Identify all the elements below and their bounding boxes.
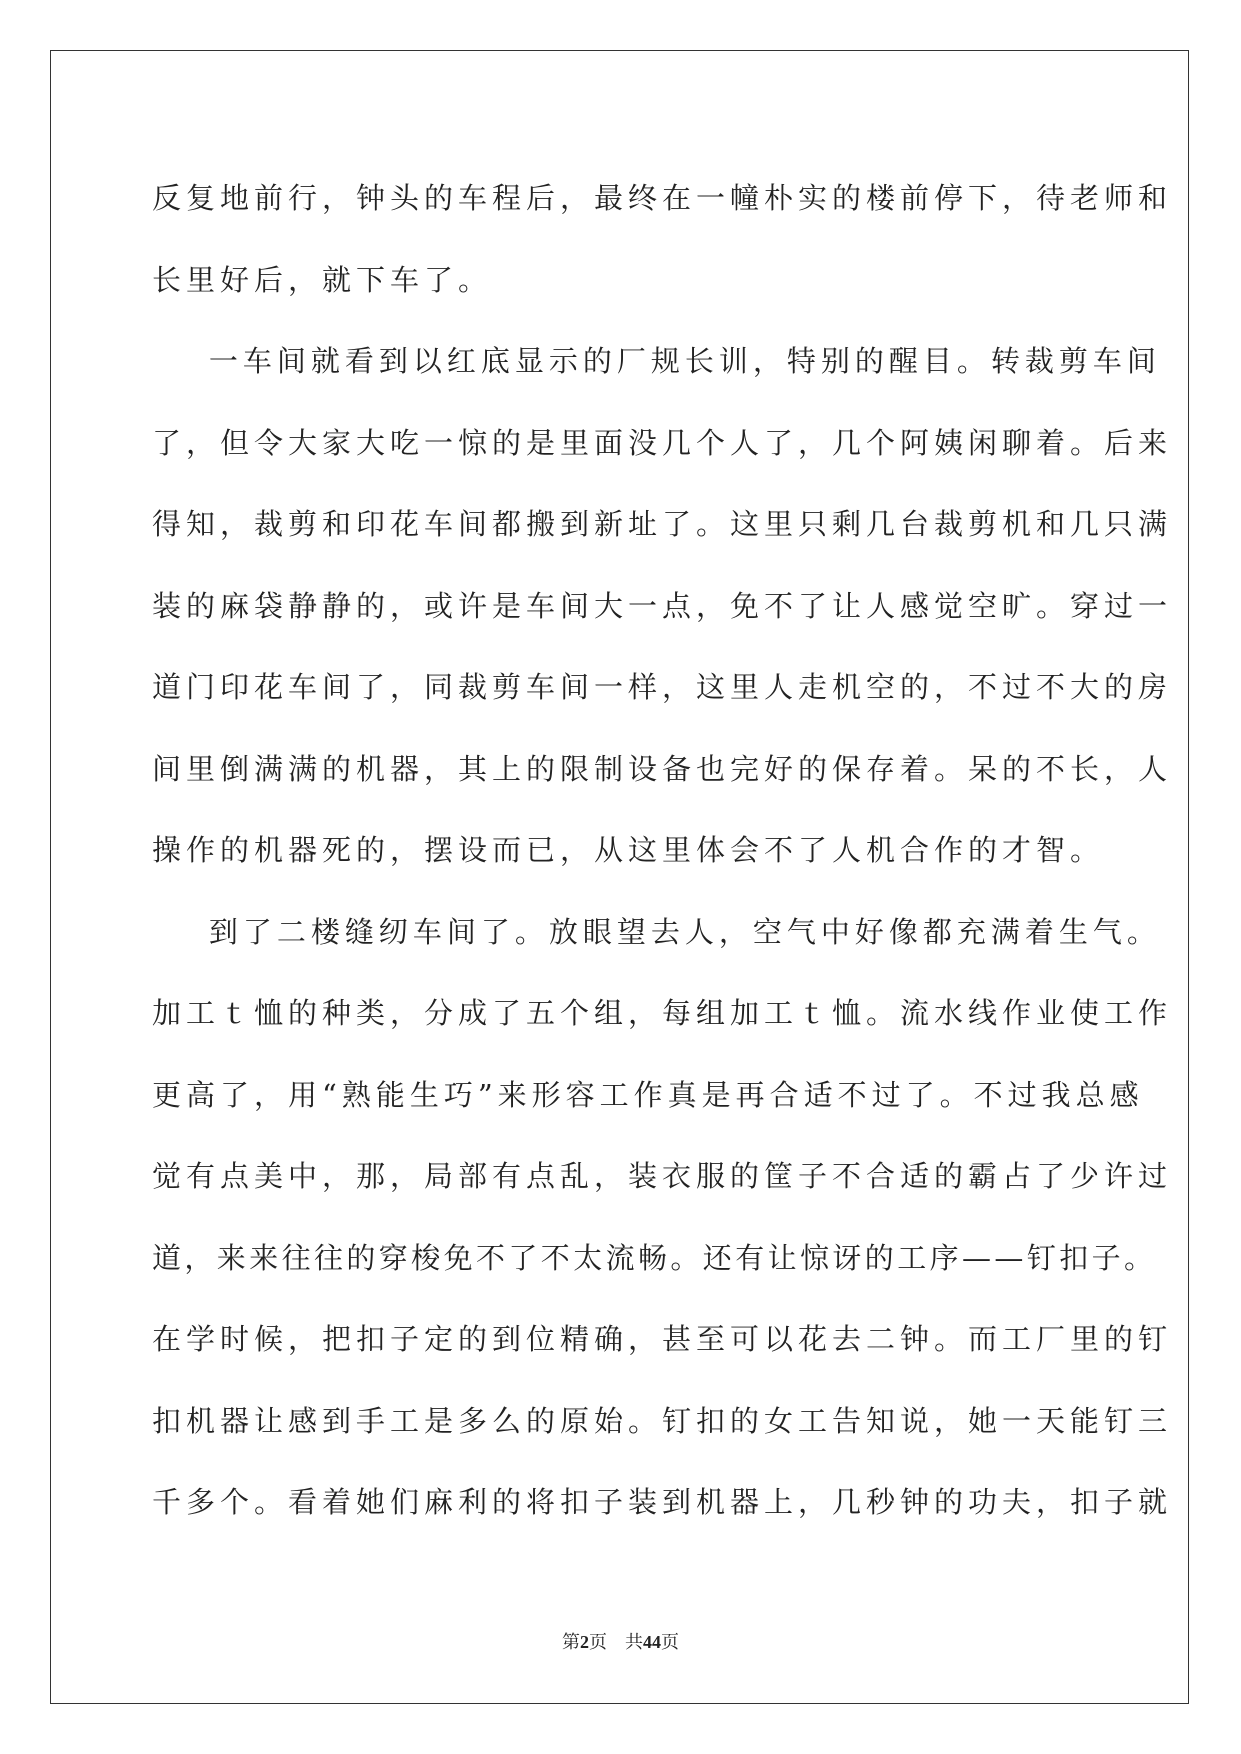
text-line: 道，来来往往的穿梭免不了不太流畅。还有让惊讶的工序——钉扣子。 [152, 1240, 1157, 1275]
text-line: 得知，裁剪和印花车间都搬到新址了。这里只剩几台裁剪机和几只满 [152, 507, 1173, 541]
text-line: 在学时候，把扣子定的到位精确，甚至可以花去二钟。而工厂里的钉 [152, 1322, 1173, 1356]
total-prefix: 共 [625, 1632, 643, 1652]
text-line: 到了二楼缝纫车间了。放眼望去人，空气中好像都充满着生气。 [152, 914, 1161, 949]
text-line: 了，但令大家大吃一惊的是里面没几个人了，几个阿姨闲聊着。后来 [152, 425, 1173, 460]
total-pages: 44 [643, 1632, 661, 1652]
text-line: 加工ｔ恤的种类，分成了五个组，每组加工ｔ恤。流水线作业使工作 [152, 996, 1173, 1030]
total-suffix: 页 [661, 1632, 679, 1652]
text-line: 觉有点美中，那，局部有点乱，装衣服的筐子不合适的霸占了少许过 [152, 1159, 1173, 1193]
text-line: 道门印花车间了，同裁剪车间一样，这里人走机空的，不过不大的房 [152, 670, 1173, 704]
text-line: 装的麻袋静静的，或许是车间大一点，免不了让人感觉空旷。穿过一 [152, 588, 1173, 623]
text-line: 扣机器让感到手工是多么的原始。钉扣的女工告知说，她一天能钉三 [152, 1403, 1173, 1438]
text-line: 一车间就看到以红底显示的厂规长训，特别的醒目。转裁剪车间 [152, 344, 1161, 378]
text-line: 操作的机器死的，摆设而已，从这里体会不了人机合作的才智。 [152, 833, 1105, 867]
text-line: 反复地前行，钟头的车程后，最终在一幢朴实的楼前停下，待老师和 [152, 181, 1173, 215]
text-line: 千多个。看着她们麻利的将扣子装到机器上，几秒钟的功夫，扣子就 [152, 1485, 1173, 1519]
page-footer [0, 1628, 1241, 1654]
document-body [152, 158, 1173, 1544]
page-suffix: 页 [589, 1632, 607, 1652]
page-prefix: 第 [562, 1632, 580, 1652]
text-line: 长里好后，就下车了。 [152, 262, 493, 297]
text-line: 间里倒满满的机器，其上的限制设备也完好的保存着。呆的不长，人 [152, 751, 1173, 786]
page-number: 2 [580, 1632, 589, 1652]
text-line: 更高了，用“熟能生巧”来形容工作真是再合适不过了。不过我总感 [152, 1077, 1144, 1112]
